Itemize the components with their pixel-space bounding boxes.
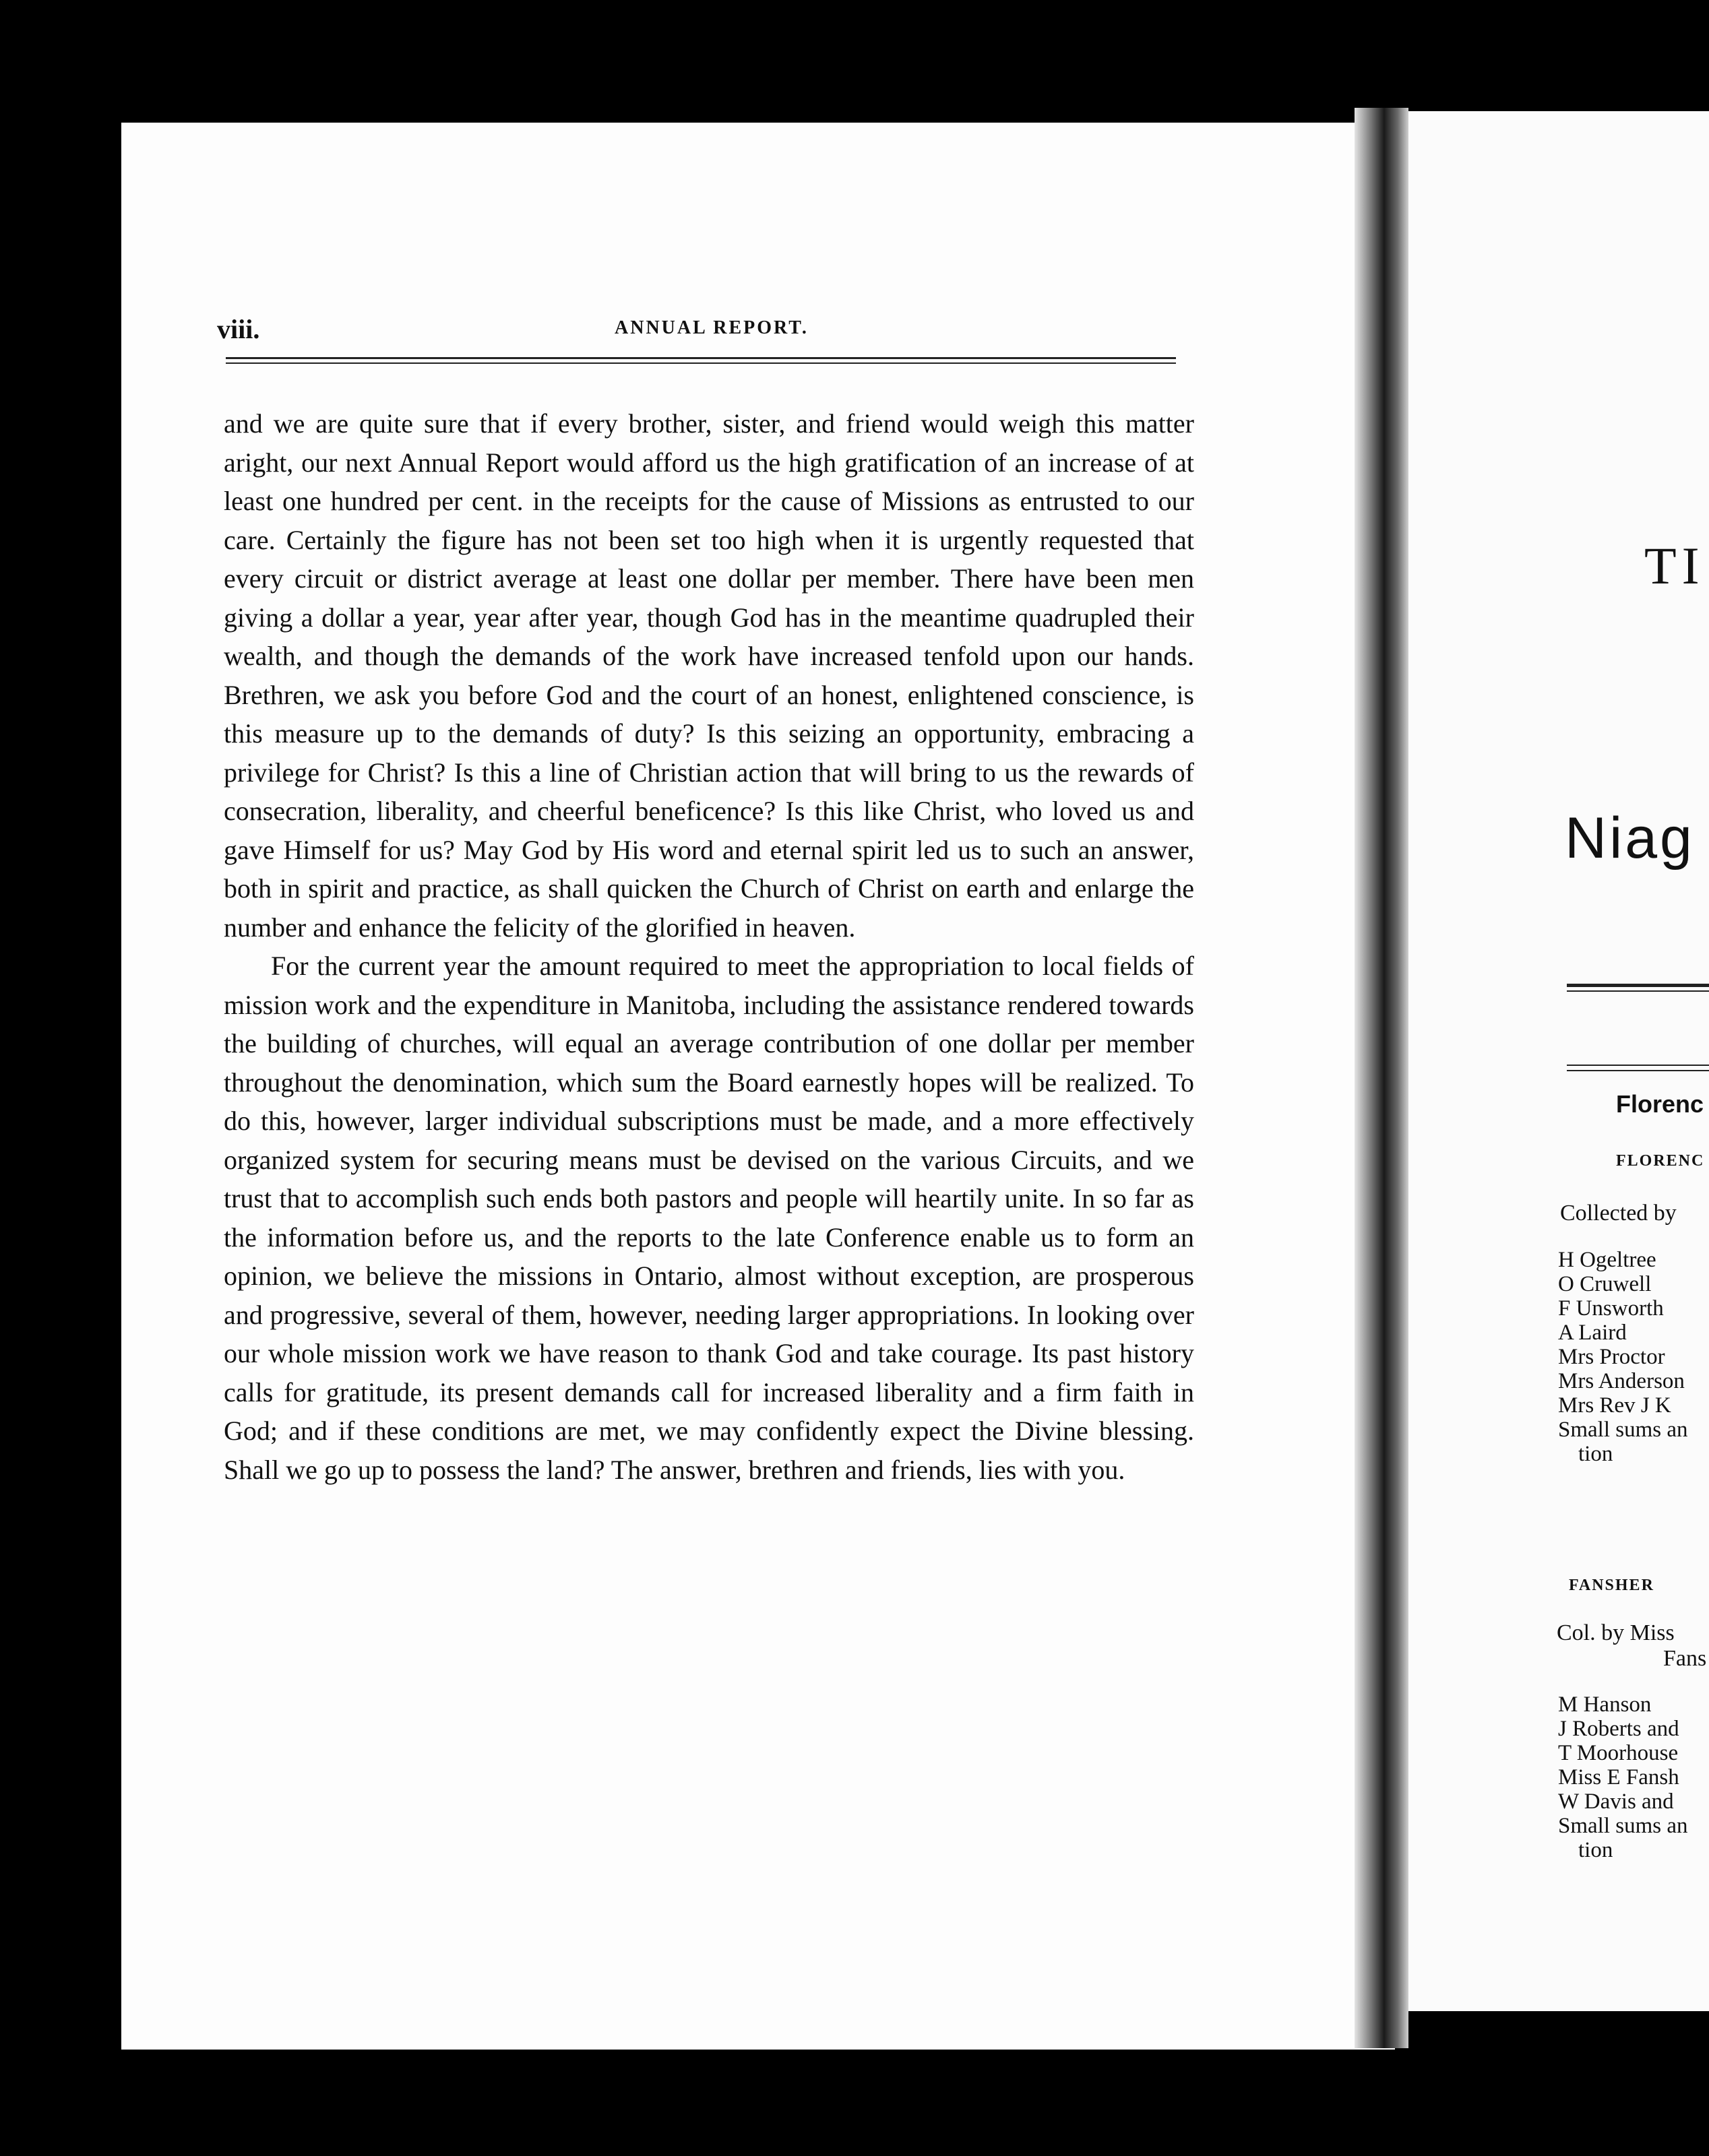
paragraph-2: For the current year the amount required to meet the appropriation to local fields of mission work and the expenditure in Manitoba, including the assistance rendered towards the building of churches, will equal an average contribution of one dollar per member throughout the denomination, which sum the Board earnestly hopes will be realized. To do this, however, larger individual subscriptions must be made, and a more effectively organized system for securing means must be devised on the various Circuits, and we trust that to accomplish such ends both pastors and people will heartily unite. In so far as the information before us, and the reports to the late Conference enable us to form an opinion, we believe the missions in Ontario, almost without exception, are prosperous and progressive, several of them, however, needing larger appropriations. In looking over our whole mission work we have reason to thank God and take courage. Its past history calls for gratitude, its present demands call for increased liberality and a firm faith in God; and if these conditions are met, we may confidently expect the Divine blessing. Shall we go up to possess the land? The answer, brethren and friends, lies with you. bbox=[224, 951, 1194, 1485]
list-item: T Moorhouse bbox=[1558, 1741, 1679, 1765]
list-item: J Roberts and bbox=[1558, 1717, 1679, 1741]
fansher-contributor-list bbox=[1558, 1692, 1688, 1862]
list-item: W Davis and bbox=[1558, 1789, 1674, 1814]
list-item: Small sums an bbox=[1558, 1814, 1688, 1838]
right-page-rule-4 bbox=[1567, 1070, 1709, 1071]
right-page-heading: TI bbox=[1644, 536, 1705, 595]
list-item: Mrs Anderson bbox=[1558, 1369, 1685, 1393]
right-page-rule-3 bbox=[1567, 1065, 1709, 1066]
list-item: Mrs Rev J K bbox=[1558, 1393, 1671, 1418]
list-item: F Unsworth bbox=[1558, 1296, 1664, 1321]
fansher-collected-by: Col. by Miss bbox=[1557, 1620, 1675, 1645]
header-rule-top bbox=[226, 357, 1176, 359]
book-gutter bbox=[1355, 108, 1408, 2048]
florence-subheading: FLORENC bbox=[1616, 1152, 1705, 1170]
list-item: tion bbox=[1578, 1838, 1613, 1862]
list-item: O Cruwell bbox=[1558, 1272, 1652, 1296]
right-page-rule-1 bbox=[1567, 984, 1709, 987]
fansher-subheading: FANSHER bbox=[1569, 1577, 1654, 1594]
fansher-collected-by-cont: Fans bbox=[1663, 1646, 1707, 1671]
running-header-title: ANNUAL REPORT. bbox=[615, 317, 809, 338]
header-rule-bottom bbox=[226, 362, 1176, 364]
right-page-place-heading: Niag bbox=[1565, 806, 1695, 870]
list-item: tion bbox=[1578, 1442, 1613, 1466]
right-page-rule-2 bbox=[1567, 990, 1709, 992]
running-head bbox=[217, 313, 1181, 354]
list-item: Mrs Proctor bbox=[1558, 1345, 1665, 1369]
paragraph-1: and we are quite sure that if every brother, sister, and friend would weigh this matter aright, our next Annual Report would afford us the high gratification of an increase of at least one hundred per cent. in the receipts for the cause of Missions as entrusted to our care. Certainly the figure has not been set too high when it is urgently requested that every circuit or district average at least one dollar per member. There have been men giving a dollar a year, year after year, though God has in the meantime quadrupled their wealth, and though the demands of the work have increased tenfold upon our hands. Brethren, we ask you before God and the court of an honest, enlightened conscience, is this measure up to the demands of duty? Is this seizing an opportunity, embracing a privilege for Christ? Is this a line of Christian action that will bring to us the rewards of consecration, liberality, and cheerful beneficence? Is this like Christ, who loved us and gave Himself for us? May God by His word and eternal spirit led us to such an answer, both in spirit and practice, as shall quicken the Church of Christ on earth and enlarge the number and enhance the felicity of the glorified in heaven. bbox=[224, 408, 1194, 943]
florence-contributor-list bbox=[1558, 1248, 1688, 1466]
florence-heading: Florenc bbox=[1616, 1090, 1704, 1118]
list-item: M Hanson bbox=[1558, 1692, 1652, 1717]
page-number: viii. bbox=[217, 314, 260, 344]
list-item: A Laird bbox=[1558, 1321, 1627, 1345]
list-item: Miss E Fansh bbox=[1558, 1765, 1679, 1789]
collected-by-label: Collected by bbox=[1560, 1201, 1677, 1226]
list-item: Small sums an bbox=[1558, 1418, 1688, 1442]
list-item: H Ogeltree bbox=[1558, 1248, 1656, 1272]
body-text bbox=[224, 404, 1194, 1489]
